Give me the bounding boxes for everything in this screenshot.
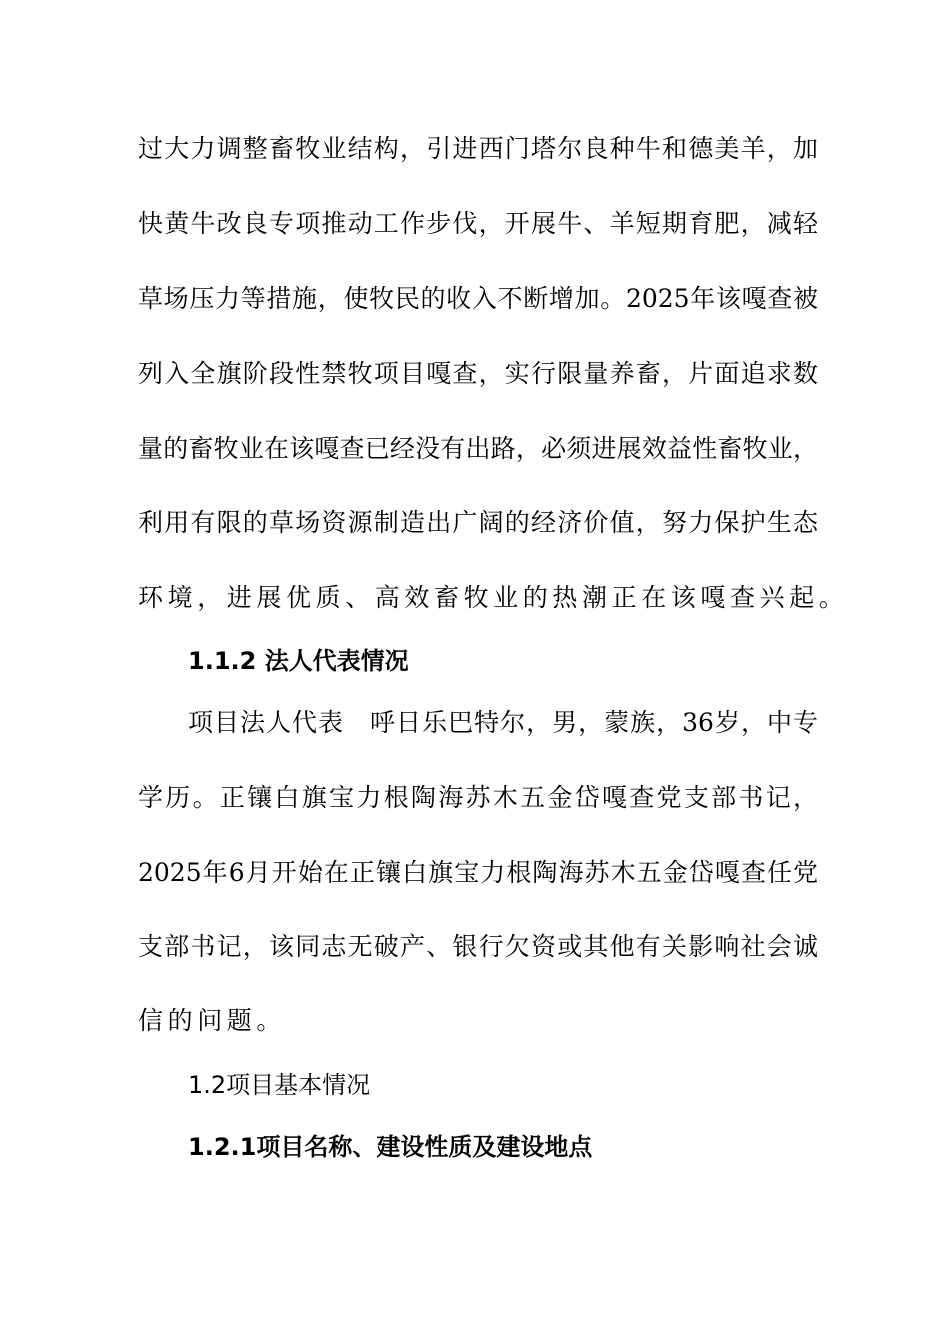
section-heading-1-1-2: 1.1.2 法人代表情况 <box>188 647 409 675</box>
paragraph-line: 项目法人代表 呼日乐巴特尔，男，蒙族，36岁，中专 <box>188 708 818 737</box>
paragraph-line: 列入全旗阶段性禁牧项目嘎查，实行限量养畜，片面追求数 <box>138 359 818 388</box>
section-heading-1-2: 1.2项目基本情况 <box>188 1071 371 1099</box>
paragraph-line: 环境，进展优质、高效畜牧业的热潮正在该嘎查兴起。 <box>138 583 849 612</box>
paragraph-line: 2025年6月开始在正镶白旗宝力根陶海苏木五金岱嘎查任党 <box>138 858 818 887</box>
paragraph-line: 学历。正镶白旗宝力根陶海苏木五金岱嘎查党支部书记， <box>138 783 818 812</box>
paragraph-line: 信的问题。 <box>138 1006 287 1035</box>
section-heading-1-2-1: 1.2.1项目名称、建设性质及建设地点 <box>188 1133 593 1161</box>
paragraph-line: 草场压力等措施，使牧民的收入不断增加。2025年该嘎查被 <box>138 284 818 313</box>
paragraph-line: 快黄牛改良专项推动工作步伐，开展牛、羊短期育肥，减轻 <box>138 209 818 238</box>
paragraph-line: 利用有限的草场资源制造出广阔的经济价值，努力保护生态 <box>138 508 818 537</box>
paragraph-line: 支部书记，该同志无破产、银行欠资或其他有关影响社会诚 <box>138 932 818 961</box>
paragraph-line: 量的畜牧业在该嘎查已经没有出路，必须进展效益性畜牧业， <box>138 434 818 463</box>
paragraph-line: 过大力调整畜牧业结构，引进西门塔尔良种牛和德美羊，加 <box>138 134 818 163</box>
